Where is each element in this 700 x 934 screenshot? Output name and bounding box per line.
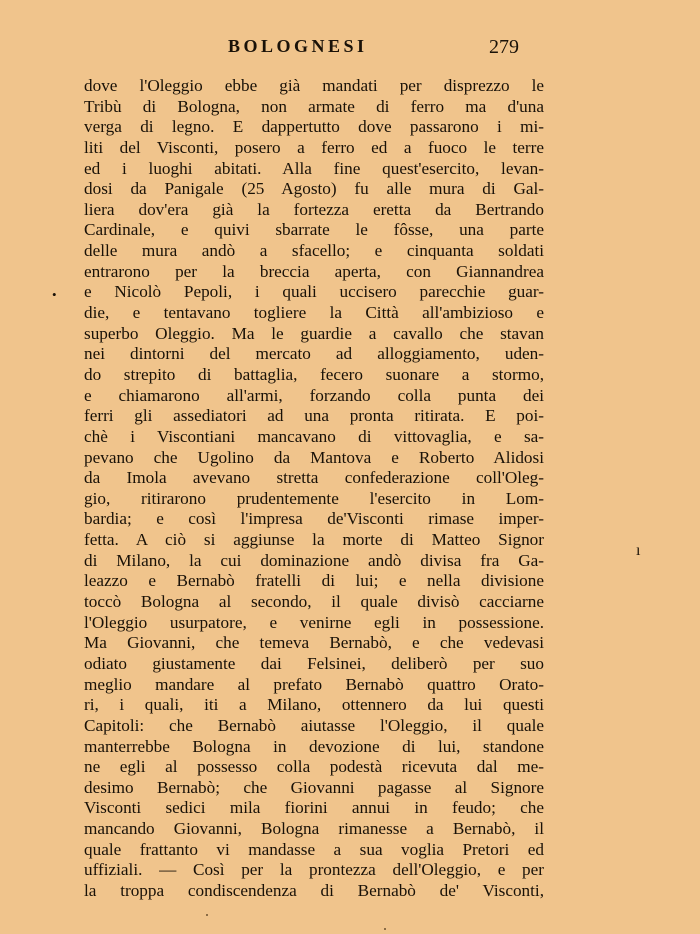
text-line: pevano che Ugolino da Mantova e Roberto Alidosi bbox=[84, 447, 544, 467]
body-text bbox=[84, 76, 544, 902]
text-line: Tribù di Bologna, non armate di ferro ma d'una bbox=[84, 96, 544, 116]
text-line: delle mura andò a sfacello; e cinquanta soldati bbox=[84, 241, 544, 261]
text-line: desimo Bernabò; che Giovanni pagasse al Signore bbox=[84, 777, 544, 797]
text-line: dove l'Oleggio ebbe già mandati per disprezzo le bbox=[84, 76, 544, 95]
text-line: e Nicolò Pepoli, i quali uccisero parecchie guar- bbox=[84, 282, 544, 302]
paper-speck bbox=[206, 914, 208, 916]
text-line: do strepito di battaglia, fecero suonare a stormo, bbox=[84, 364, 544, 384]
margin-bullet-mark: • bbox=[52, 287, 57, 302]
text-line: dosi da Panigale (25 Agosto) fu alle mura di Gal- bbox=[84, 179, 544, 199]
text-line: e chiamarono all'armi, forzando colla punta dei bbox=[84, 385, 544, 405]
text-line: ferri gli assediatori ad una pronta ritirata. E poi- bbox=[84, 406, 544, 426]
text-line: toccò Bologna al secondo, il quale divisò cacciarne bbox=[84, 592, 544, 612]
page-header bbox=[0, 36, 700, 66]
text-line: verga di legno. E dappertutto dove passarono i mi- bbox=[84, 117, 544, 137]
text-line: uffiziali. — Così per la prontezza dell'Oleggio, e per bbox=[84, 860, 544, 880]
text-line: superbo Oleggio. Ma le guardie a cavallo che stavan bbox=[84, 323, 544, 343]
text-line: Ma Giovanni, che temeva Bernabò, e che vedevasi bbox=[84, 633, 544, 653]
text-line: liera dov'era già la fortezza eretta da Bertrando bbox=[84, 199, 544, 219]
margin-stroke-mark: ı bbox=[636, 542, 641, 559]
text-line: liti del Visconti, posero a ferro ed a fuoco le terre bbox=[84, 137, 544, 157]
text-line: mancando Giovanni, Bologna rimanesse a Bernabò, il bbox=[84, 819, 544, 839]
text-line: Visconti sedici mila fiorini annui in feudo; che bbox=[84, 798, 544, 818]
text-line: Capitoli: che Bernabò aiutasse l'Oleggio, il quale bbox=[84, 715, 544, 735]
text-line: bardia; e così l'impresa de'Visconti rimase imper- bbox=[84, 509, 544, 529]
text-line: nei dintorni del mercato ad alloggiamento, uden- bbox=[84, 344, 544, 364]
text-line: fetta. A ciò si aggiunse la morte di Matteo Signor bbox=[84, 530, 544, 550]
text-line: chè i Viscontiani mancavano di vittovaglia, e sa- bbox=[84, 426, 544, 446]
text-line: ne egli al possesso colla podestà ricevuta dal me- bbox=[84, 757, 544, 777]
text-line: manterrebbe Bologna in devozione di lui, standone bbox=[84, 736, 544, 756]
text-line: entrarono per la breccia aperta, con Giannandrea bbox=[84, 261, 544, 281]
text-line: gio, ritirarono prudentemente l'esercito in Lom- bbox=[84, 488, 544, 508]
text-line: quale frattanto vi mandasse a sua voglia Pretori ed bbox=[84, 839, 544, 859]
text-line: di Milano, la cui dominazione andò divisa fra Ga- bbox=[84, 550, 544, 570]
text-line: leazzo e Bernabò fratelli di lui; e nella divisione bbox=[84, 571, 544, 591]
text-line: la troppa condiscendenza di Bernabò de' Visconti, bbox=[84, 880, 544, 900]
text-line: odiato giustamente dai Felsinei, deliberò per suo bbox=[84, 653, 544, 673]
text-line: da Imola avevano stretta confederazione coll'Oleg- bbox=[84, 468, 544, 488]
text-line: die, e tentavano togliere la Città all'ambizioso e bbox=[84, 303, 544, 323]
page-number: 279 bbox=[489, 36, 519, 58]
running-head: BOLOGNESI bbox=[228, 36, 368, 56]
text-line: ri, i quali, iti a Milano, ottennero da lui questi bbox=[84, 695, 544, 715]
text-line: l'Oleggio usurpatore, e venirne egli in possessione. bbox=[84, 612, 544, 632]
paper-speck bbox=[384, 928, 386, 930]
text-line: Cardinale, e quivi sbarrate le fôsse, una parte bbox=[84, 220, 544, 240]
text-line: ed i luoghi abitati. Alla fine quest'esercito, levan- bbox=[84, 158, 544, 178]
text-line: meglio mandare al prefato Bernabò quattro Orato- bbox=[84, 674, 544, 694]
